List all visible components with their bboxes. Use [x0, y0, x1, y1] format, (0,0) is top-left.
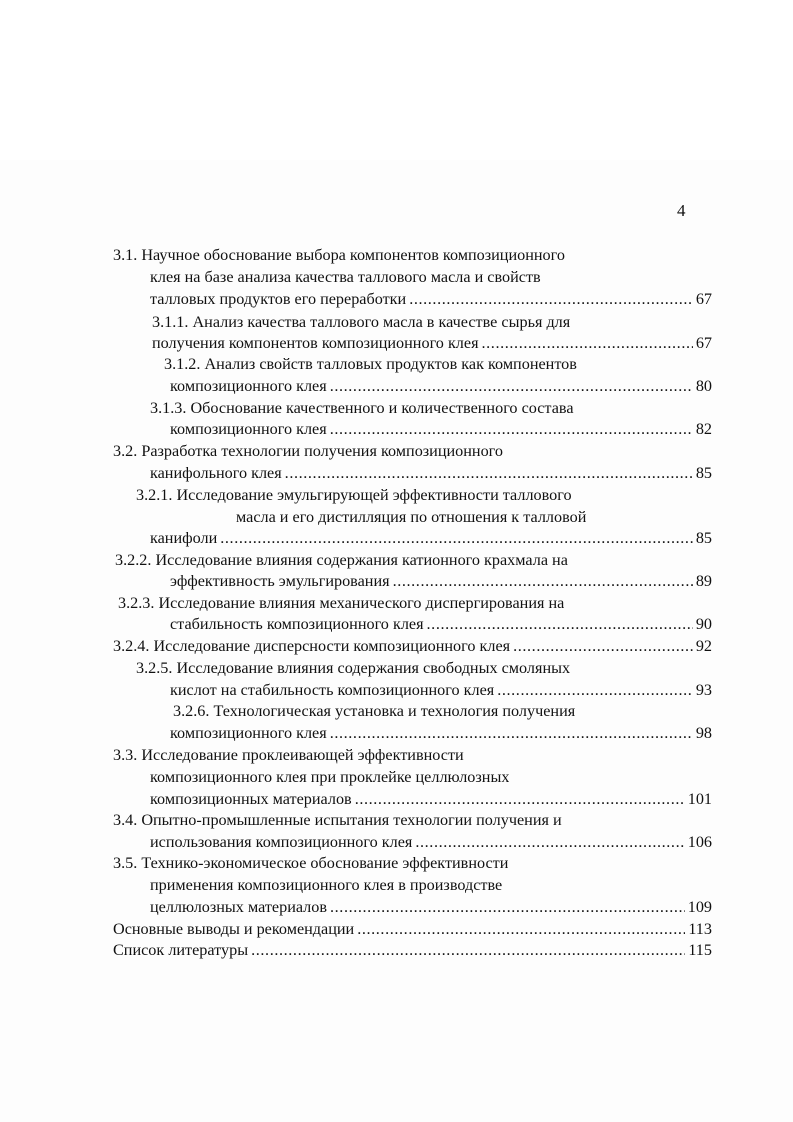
toc-entry-3-1-page: 67	[695, 290, 712, 308]
toc-entry-3-2-3-last-line	[170, 614, 712, 636]
toc-entry-3-5-last-line	[150, 897, 712, 919]
toc-entry-3-2-line-1: 3.2. Разработка технологии получения композиционного	[113, 442, 504, 460]
toc-entry-3-2-2-line-1: 3.2.2. Исследование влияния содержания катионного крахмала на	[115, 551, 568, 569]
toc-entry-3-1-2-page: 80	[695, 377, 712, 395]
toc-entry-references	[113, 940, 712, 962]
toc-entry-3-1-1-page: 67	[695, 334, 712, 352]
toc-entry-references-page: 115	[688, 941, 712, 959]
toc-entry-3-2-5-line-1: 3.2.5. Исследование влияния содержания свободных смоляных	[136, 659, 571, 677]
dot-leader	[355, 789, 685, 811]
toc-entry-3-4-page: 106	[687, 833, 712, 851]
toc-entry-3-2-4-line-1: 3.2.4. Исследование дисперсности композиционного клея	[113, 637, 511, 655]
toc-entry-3-2-2-last-line	[170, 571, 712, 593]
page-number: 4	[677, 201, 686, 220]
dot-leader	[409, 289, 693, 311]
toc-entry-3-5-line-2: применения композиционного клея в производстве	[150, 876, 503, 894]
toc-entry-3-3-line-1: 3.3. Исследование проклеивающей эффективности	[113, 746, 464, 764]
toc-entry-3-2-2-line-2: эффективность эмульгирования	[170, 572, 390, 590]
toc-entry-3-3-last-line	[150, 789, 712, 811]
toc-entry-3-2-6-last-line	[170, 723, 712, 745]
toc-entry-conclusions	[113, 919, 712, 941]
toc-entry-3-2-3-page: 90	[695, 615, 712, 633]
toc-entry-3-2-1-last-line	[150, 528, 712, 550]
dot-leader	[513, 636, 693, 658]
toc-entry-references-title: Список литературы	[113, 941, 249, 959]
toc-entry-3-1-3-page: 82	[695, 420, 712, 438]
toc-entry-3-2-5-last-line	[170, 680, 712, 702]
toc-entry-3-1-2-last-line	[170, 376, 712, 398]
dot-leader	[330, 419, 693, 441]
toc-entry-3-2-4-last-line	[113, 636, 712, 658]
toc-entry-3-1-1-last-line	[152, 333, 712, 355]
toc-entry-3-2-6-line-2: композиционного клея	[170, 724, 327, 742]
toc-entry-3-1-2-line-2: композиционного клея	[170, 377, 327, 395]
toc-entry-3-2-line-2: канифольного клея	[150, 464, 282, 482]
toc-entry-3-2-6-page: 98	[695, 724, 712, 742]
toc-entry-3-2-5-line-2: кислот на стабильность композиционного клея	[170, 681, 495, 699]
dot-leader	[497, 680, 693, 702]
toc-entry-3-3-page: 101	[687, 790, 712, 808]
toc-entry-3-2-3-line-2: стабильность композиционного клея	[170, 615, 424, 633]
dot-leader	[393, 571, 693, 593]
toc-entry-3-1-3-line-2: композиционного клея	[170, 420, 327, 438]
toc-entry-3-4-line-1: 3.4. Опытно-промышленные испытания технологии получения и	[113, 811, 562, 829]
toc-entry-3-1-line-2: клея на базе анализа качества таллового масла и свойств	[150, 268, 541, 286]
toc-entry-3-5-line-3: целлюлозных материалов	[150, 898, 327, 916]
dot-leader	[482, 333, 693, 355]
toc-entry-3-1-2-line-1: 3.1.2. Анализ свойств талловых продуктов как компонентов	[164, 355, 577, 373]
toc-entry-3-1-3-last-line	[170, 419, 712, 441]
dot-leader	[285, 463, 693, 485]
toc-entry-3-1-3-line-1: 3.1.3. Обоснование качественного и количественного состава	[150, 399, 574, 417]
toc-entry-3-5-line-1: 3.5. Технико-экономическое обоснование эффективности	[113, 854, 509, 872]
toc-entry-3-2-1-line-3: канифоли	[150, 529, 218, 547]
toc-entry-3-2-1-line-1: 3.2.1. Исследование эмульгирующей эффективности таллового	[136, 486, 572, 504]
toc-entry-3-1-last-line	[150, 289, 712, 311]
toc-entry-3-2-last-line	[150, 463, 712, 485]
toc-entry-3-2-1-line-2: масла и его дистилляция по отношения к талловой	[236, 508, 587, 526]
dot-leader	[330, 376, 693, 398]
toc-entry-3-3-line-2: композиционного клея при проклейке целлюлозных	[150, 768, 510, 786]
toc-entry-3-1-1-line-2: получения компонентов композиционного клея	[152, 334, 479, 352]
toc-entry-conclusions-page: 113	[688, 920, 712, 938]
toc-entry-3-2-3-line-1: 3.2.3. Исследование влияния механического диспергирования на	[118, 594, 565, 612]
dot-leader	[427, 614, 693, 636]
toc-entry-3-1-line-3: талловых продуктов его переработки	[150, 290, 407, 308]
toc-entry-3-5-page: 109	[687, 898, 712, 916]
dot-leader	[330, 723, 693, 745]
toc-entry-3-2-6-line-1: 3.2.6. Технологическая установка и технология получения	[173, 702, 576, 720]
toc-entry-3-4-last-line	[150, 832, 712, 854]
dot-leader	[357, 919, 685, 941]
dot-leader	[330, 897, 685, 919]
dot-leader	[220, 528, 693, 550]
toc-entry-conclusions-title: Основные выводы и рекомендации	[113, 920, 355, 938]
toc-entry-3-2-5-page: 93	[695, 681, 712, 699]
dot-leader	[251, 940, 685, 962]
toc-entry-3-2-2-page: 89	[695, 572, 712, 590]
dot-leader	[415, 832, 684, 854]
toc-entry-3-1-line-1: 3.1. Научное обоснование выбора компонентов композиционного	[113, 246, 565, 264]
toc-entry-3-2-1-page: 85	[695, 529, 712, 547]
toc-entry-3-4-line-2: использования композиционного клея	[150, 833, 413, 851]
toc-entry-3-2-page: 85	[695, 464, 712, 482]
toc-entry-3-3-line-3: композиционных материалов	[150, 790, 352, 808]
toc-entry-3-1-1-line-1: 3.1.1. Анализ качества таллового масла в качестве сырья для	[152, 313, 571, 331]
toc-entry-3-2-4-page: 92	[695, 637, 712, 655]
